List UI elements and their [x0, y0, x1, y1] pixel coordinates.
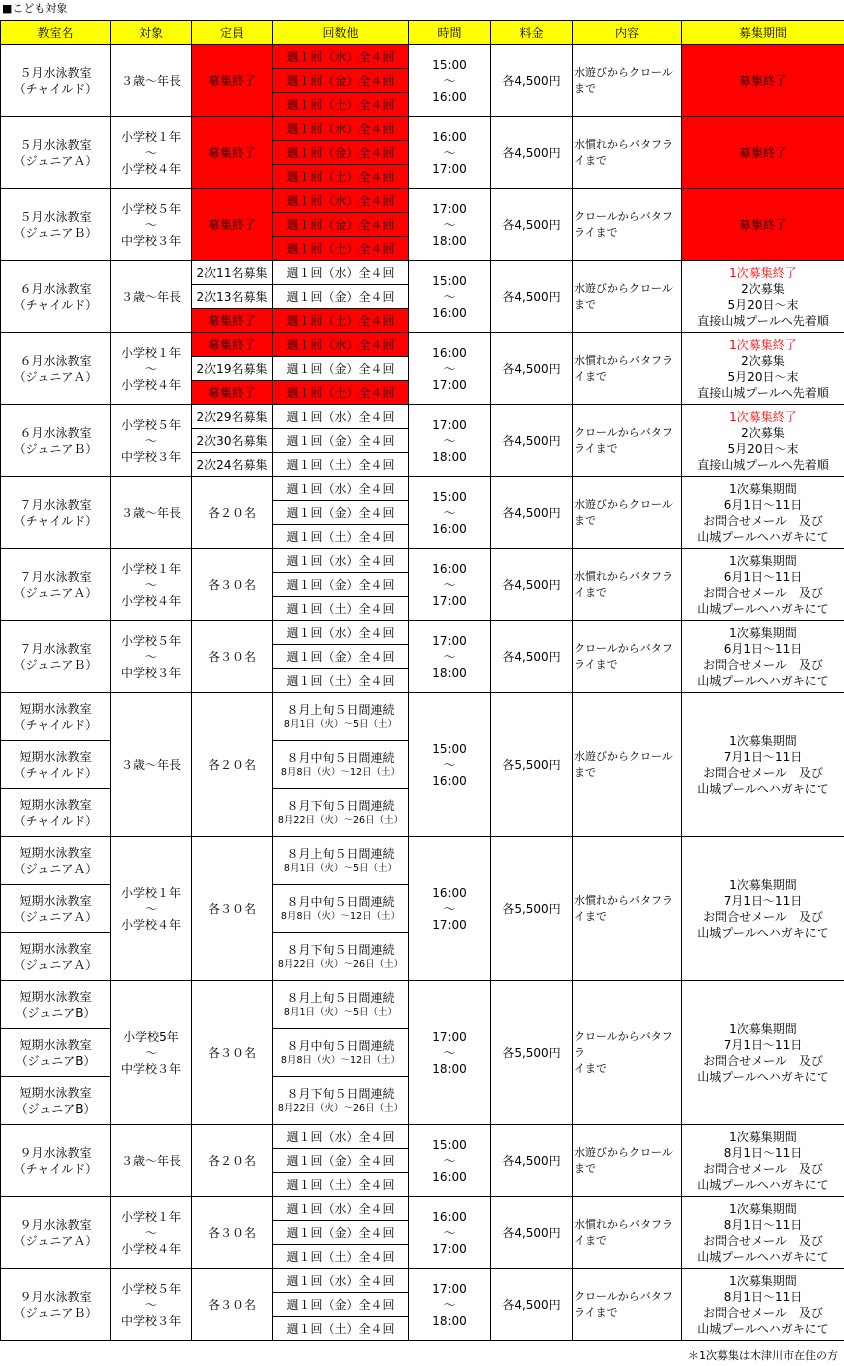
period-line: 2次募集	[741, 281, 785, 296]
fee-cell: 各4,500円	[490, 332, 573, 405]
period-line: 1次募集期間	[729, 625, 797, 640]
session-dates: 8月22日（火）～26日（土）	[277, 814, 404, 826]
capacity-cell: 各３０名	[191, 1268, 273, 1341]
session-cell: 週１回（水）全４回	[272, 332, 409, 357]
header-time: 時間	[408, 20, 491, 45]
period-cell	[681, 692, 844, 837]
fee-cell: 各4,500円	[490, 44, 573, 117]
period-line: お問合せメール 及び	[703, 585, 823, 600]
time-cell: 16:00 ～ 17:00	[408, 836, 491, 981]
fee-cell: 各4,500円	[490, 548, 573, 621]
time-cell: 16:00 ～ 17:00	[408, 1196, 491, 1269]
class-name-cell: ９月水泳教室 （チャイルド）	[0, 1124, 111, 1197]
header-content: 内容	[572, 20, 682, 45]
period-cell	[681, 548, 844, 621]
class-name-cell: 短期水泳教室 （ジュニアB）	[0, 1028, 111, 1077]
target-cell: 小学校１年 ～ 小学校４年	[110, 332, 192, 405]
fee-cell: 各4,500円	[490, 260, 573, 333]
session-title: ８月中旬５日間連続	[286, 750, 395, 765]
period-line: 山城プールへハガキにて	[697, 925, 829, 940]
session-cell: 週１回（金）全４回	[272, 140, 409, 165]
footnote: ＊1次募集は木津川市在住の方	[688, 1349, 838, 1362]
content-cell: 水慣れからバタフラ イまで	[572, 1196, 682, 1269]
period-line: 1次募集期間	[729, 733, 797, 748]
period-cell	[681, 980, 844, 1125]
period-cell	[681, 332, 844, 405]
content-cell: 水遊びからクロールまで	[572, 692, 682, 837]
fee-cell: 各4,500円	[490, 1268, 573, 1341]
capacity-cell: 各３０名	[191, 1196, 273, 1269]
session-dates: 8月22日（火）～26日（土）	[277, 958, 404, 970]
session-cell: 週１回（水）全４回	[272, 116, 409, 141]
session-dates: 8月8日（火）～12日（土）	[280, 766, 401, 778]
session-cell: 週１回（土）全４回	[272, 164, 409, 189]
session-cell	[272, 980, 409, 1029]
session-dates: 8月22日（火）～26日（土）	[277, 1102, 404, 1114]
class-name-cell: 短期水泳教室 （ジュニアB）	[0, 980, 111, 1029]
session-cell: 週１回（水）全４回	[272, 44, 409, 69]
session-cell: 週１回（土）全４回	[272, 596, 409, 621]
period-line: 1次募集期間	[729, 1273, 797, 1288]
session-cell: 週１回（金）全４回	[272, 1220, 409, 1245]
content-cell: クロールからバタフ ライまで	[572, 620, 682, 693]
session-cell: 週１回（金）全４回	[272, 500, 409, 525]
session-dates: 8月1日（火）～5日（土）	[283, 1006, 398, 1018]
period-line: 山城プールへハガキにて	[697, 673, 829, 688]
period-line: 山城プールへハガキにて	[697, 1177, 829, 1192]
capacity-cell: 各２０名	[191, 1124, 273, 1197]
content-cell: クロールからバタフ ライまで	[572, 1268, 682, 1341]
period-line: 山城プールへハガキにて	[697, 529, 829, 544]
session-dates: 8月1日（火）～5日（土）	[283, 718, 398, 730]
target-cell: ３歳～年長	[110, 476, 192, 549]
session-title: ８月上旬５日間連続	[286, 702, 395, 717]
class-name-cell: 短期水泳教室 （ジュニアB）	[0, 1076, 111, 1125]
period-line: 山城プールへハガキにて	[697, 1249, 829, 1264]
time-cell: 15:00 ～ 16:00	[408, 260, 491, 333]
content-cell: 水慣れからバタフラ イまで	[572, 116, 682, 189]
period-line: 5月20日～末	[727, 297, 799, 312]
session-cell	[272, 788, 409, 837]
time-cell: 15:00 ～ 16:00	[408, 692, 491, 837]
session-cell: 週１回（金）全４回	[272, 284, 409, 309]
fee-cell: 各4,500円	[490, 1124, 573, 1197]
session-cell: 週１回（土）全４回	[272, 236, 409, 261]
period-cell	[681, 1124, 844, 1197]
session-cell: 週１回（土）全４回	[272, 668, 409, 693]
period-line: 1次募集期間	[729, 1201, 797, 1216]
session-cell	[272, 692, 409, 741]
session-cell: 週１回（水）全４回	[272, 260, 409, 285]
period-cell	[681, 620, 844, 693]
period-line: 1次募集終了	[729, 337, 797, 352]
session-cell: 週１回（水）全４回	[272, 1124, 409, 1149]
target-cell: 小学校５年 ～ 中学校３年	[110, 404, 192, 477]
period-line: 募集終了	[738, 217, 787, 232]
capacity-cell: 募集終了	[191, 188, 273, 261]
class-name-cell: ５月水泳教室 （チャイルド）	[0, 44, 111, 117]
time-cell: 17:00 ～ 18:00	[408, 620, 491, 693]
session-cell: 週１回（金）全４回	[272, 644, 409, 669]
session-title: ８月中旬５日間連続	[286, 1038, 395, 1053]
capacity-cell: 各２０名	[191, 476, 273, 549]
time-cell: 16:00 ～ 17:00	[408, 332, 491, 405]
fee-cell: 各4,500円	[490, 620, 573, 693]
period-line: 6月1日～11日	[723, 569, 803, 584]
period-line: 1次募集終了	[729, 409, 797, 424]
fee-cell: 各5,500円	[490, 980, 573, 1125]
header-class-name: 教室名	[0, 20, 111, 45]
session-title: ８月中旬５日間連続	[286, 894, 395, 909]
session-dates: 8月8日（火）～12日（土）	[280, 910, 401, 922]
content-cell: 水遊びからクロールまで	[572, 44, 682, 117]
capacity-cell: 募集終了	[191, 116, 273, 189]
session-cell: 週１回（金）全４回	[272, 68, 409, 93]
class-name-cell: ７月水泳教室 （ジュニアＢ）	[0, 620, 111, 693]
fee-cell: 各5,500円	[490, 836, 573, 981]
time-cell: 17:00 ～ 18:00	[408, 188, 491, 261]
session-cell: 週１回（土）全４回	[272, 524, 409, 549]
capacity-cell: 2次24名募集	[191, 452, 273, 477]
time-cell: 16:00 ～ 17:00	[408, 548, 491, 621]
period-cell	[681, 188, 844, 261]
session-cell: 週１回（土）全４回	[272, 1172, 409, 1197]
session-cell: 週１回（土）全４回	[272, 452, 409, 477]
target-cell: 小学校５年 ～ 中学校３年	[110, 620, 192, 693]
period-line: 8月1日～11日	[723, 1145, 803, 1160]
session-dates: 8月8日（火）～12日（土）	[280, 1054, 401, 1066]
fee-cell: 各4,500円	[490, 188, 573, 261]
session-cell: 週１回（水）全４回	[272, 548, 409, 573]
session-cell: 週１回（金）全４回	[272, 1292, 409, 1317]
time-cell: 15:00 ～ 16:00	[408, 44, 491, 117]
fee-cell: 各4,500円	[490, 1196, 573, 1269]
class-name-cell: ６月水泳教室 （ジュニアＡ）	[0, 332, 111, 405]
session-title: ８月上旬５日間連続	[286, 846, 395, 861]
fee-cell: 各5,500円	[490, 692, 573, 837]
period-line: 直接山城プールへ先着順	[697, 385, 829, 400]
session-title: ８月下旬５日間連続	[286, 798, 395, 813]
target-cell: 小学校５年 ～ 中学校３年	[110, 1268, 192, 1341]
fee-cell: 各4,500円	[490, 404, 573, 477]
period-line: 7月1日～11日	[723, 1037, 803, 1052]
content-cell: 水遊びからクロールまで	[572, 260, 682, 333]
period-line: 1次募集終了	[729, 265, 797, 280]
session-cell: 週１回（水）全４回	[272, 1268, 409, 1293]
session-cell: 週１回（水）全４回	[272, 188, 409, 213]
class-name-cell: 短期水泳教室 （チャイルド）	[0, 740, 111, 789]
class-name-cell: ５月水泳教室 （ジュニアＡ）	[0, 116, 111, 189]
period-line: 1次募集期間	[729, 877, 797, 892]
target-cell: ３歳～年長	[110, 260, 192, 333]
period-line: 1次募集期間	[729, 1129, 797, 1144]
session-cell: 週１回（水）全４回	[272, 404, 409, 429]
session-cell: 週１回（土）全４回	[272, 1244, 409, 1269]
session-title: ８月下旬５日間連続	[286, 1086, 395, 1101]
class-name-cell: ９月水泳教室 （ジュニアＡ）	[0, 1196, 111, 1269]
class-name-cell: ５月水泳教室 （ジュニアＢ）	[0, 188, 111, 261]
capacity-cell: 各３０名	[191, 836, 273, 981]
capacity-cell: 募集終了	[191, 308, 273, 333]
session-cell	[272, 740, 409, 789]
class-name-cell: 短期水泳教室 （ジュニアＡ）	[0, 884, 111, 933]
class-name-cell: ６月水泳教室 （チャイルド）	[0, 260, 111, 333]
target-cell: 小学校１年 ～ 小学校４年	[110, 116, 192, 189]
period-line: 2次募集	[741, 353, 785, 368]
content-cell: クロールからバタフラ イまで	[572, 980, 682, 1125]
header-period: 募集期間	[681, 20, 844, 45]
period-cell	[681, 260, 844, 333]
time-cell: 17:00 ～ 18:00	[408, 404, 491, 477]
capacity-cell: 募集終了	[191, 332, 273, 357]
content-cell: 水慣れからバタフラ イまで	[572, 836, 682, 981]
period-cell	[681, 44, 844, 117]
session-cell	[272, 884, 409, 933]
header-sessions: 回数他	[272, 20, 409, 45]
period-line: 山城プールへハガキにて	[697, 601, 829, 616]
period-line: 山城プールへハガキにて	[697, 781, 829, 796]
period-line: 1次募集期間	[729, 1021, 797, 1036]
page-caption: ■こども対象	[2, 2, 68, 15]
period-cell	[681, 404, 844, 477]
content-cell: 水慣れからバタフラ イまで	[572, 332, 682, 405]
time-cell: 15:00 ～ 16:00	[408, 1124, 491, 1197]
period-line: 山城プールへハガキにて	[697, 1069, 829, 1084]
header-capacity: 定員	[191, 20, 273, 45]
session-cell: 週１回（土）全４回	[272, 1316, 409, 1341]
content-cell: 水遊びからクロールまで	[572, 476, 682, 549]
period-line: 2次募集	[741, 425, 785, 440]
period-line: お問合せメール 及び	[703, 1305, 823, 1320]
fee-cell: 各4,500円	[490, 476, 573, 549]
period-line: お問合せメール 及び	[703, 1053, 823, 1068]
capacity-cell: 2次19名募集	[191, 356, 273, 381]
capacity-cell: 2次29名募集	[191, 404, 273, 429]
target-cell: ３歳～年長	[110, 1124, 192, 1197]
period-line: お問合せメール 及び	[703, 1161, 823, 1176]
period-line: お問合せメール 及び	[703, 657, 823, 672]
session-cell	[272, 932, 409, 981]
content-cell: 水遊びからクロールまで	[572, 1124, 682, 1197]
capacity-cell: 各３０名	[191, 980, 273, 1125]
session-cell: 週１回（金）全４回	[272, 572, 409, 597]
time-cell: 16:00 ～ 17:00	[408, 116, 491, 189]
header-fee: 料金	[490, 20, 573, 45]
capacity-cell: 各３０名	[191, 548, 273, 621]
content-cell: クロールからバタフ ライまで	[572, 188, 682, 261]
period-line: 6月1日～11日	[723, 641, 803, 656]
period-line: 5月20日～末	[727, 369, 799, 384]
session-cell	[272, 836, 409, 885]
period-line: お問合せメール 及び	[703, 765, 823, 780]
period-line: 募集終了	[738, 73, 787, 88]
capacity-cell: 2次30名募集	[191, 428, 273, 453]
period-line: お問合せメール 及び	[703, 513, 823, 528]
period-line: 直接山城プールへ先着順	[697, 457, 829, 472]
period-line: 6月1日～11日	[723, 497, 803, 512]
target-cell: 小学校5年 ～ 中学校３年	[110, 980, 192, 1125]
session-cell: 週１回（土）全４回	[272, 308, 409, 333]
class-name-cell: 短期水泳教室 （チャイルド）	[0, 788, 111, 837]
class-name-cell: 短期水泳教室 （ジュニアＡ）	[0, 932, 111, 981]
period-cell	[681, 1268, 844, 1341]
target-cell: 小学校１年 ～ 小学校４年	[110, 836, 192, 981]
capacity-cell: 各２０名	[191, 692, 273, 837]
session-cell	[272, 1028, 409, 1077]
target-cell: 小学校５年 ～ 中学校３年	[110, 188, 192, 261]
period-line: 直接山城プールへ先着順	[697, 313, 829, 328]
capacity-cell: 募集終了	[191, 44, 273, 117]
session-cell: 週１回（土）全４回	[272, 380, 409, 405]
session-cell: 週１回（水）全４回	[272, 476, 409, 501]
target-cell: 小学校１年 ～ 小学校４年	[110, 548, 192, 621]
capacity-cell: 募集終了	[191, 380, 273, 405]
class-name-cell: ７月水泳教室 （ジュニアＡ）	[0, 548, 111, 621]
period-line: 7月1日～11日	[723, 749, 803, 764]
target-cell: 小学校１年 ～ 小学校４年	[110, 1196, 192, 1269]
target-cell: ３歳～年長	[110, 692, 192, 837]
class-name-cell: ６月水泳教室 （ジュニアＢ）	[0, 404, 111, 477]
period-cell	[681, 476, 844, 549]
session-cell: 週１回（水）全４回	[272, 1196, 409, 1221]
period-line: 7月1日～11日	[723, 893, 803, 908]
time-cell: 17:00 ～ 18:00	[408, 1268, 491, 1341]
session-cell	[272, 1076, 409, 1125]
time-cell: 17:00 ～ 18:00	[408, 980, 491, 1125]
session-cell: 週１回（金）全４回	[272, 1148, 409, 1173]
class-name-cell: ９月水泳教室 （ジュニアＢ）	[0, 1268, 111, 1341]
period-line: お問合せメール 及び	[703, 909, 823, 924]
session-cell: 週１回（土）全４回	[272, 92, 409, 117]
period-cell	[681, 116, 844, 189]
period-line: お問合せメール 及び	[703, 1233, 823, 1248]
capacity-cell: 各３０名	[191, 620, 273, 693]
period-line: 5月20日～末	[727, 441, 799, 456]
session-cell: 週１回（水）全４回	[272, 620, 409, 645]
class-name-cell: 短期水泳教室 （チャイルド）	[0, 692, 111, 741]
session-dates: 8月1日（火）～5日（土）	[283, 862, 398, 874]
period-line: 1次募集期間	[729, 553, 797, 568]
header-target: 対象	[110, 20, 192, 45]
capacity-cell: 2次13名募集	[191, 284, 273, 309]
fee-cell: 各4,500円	[490, 116, 573, 189]
period-line: 募集終了	[738, 145, 787, 160]
period-cell	[681, 1196, 844, 1269]
session-title: ８月下旬５日間連続	[286, 942, 395, 957]
session-cell: 週１回（金）全４回	[272, 212, 409, 237]
time-cell: 15:00 ～ 16:00	[408, 476, 491, 549]
period-cell	[681, 836, 844, 981]
session-cell: 週１回（金）全４回	[272, 356, 409, 381]
content-cell: クロールからバタフ ライまで	[572, 404, 682, 477]
session-title: ８月上旬５日間連続	[286, 990, 395, 1005]
capacity-cell: 2次11名募集	[191, 260, 273, 285]
period-line: 1次募集期間	[729, 481, 797, 496]
content-cell: 水慣れからバタフラ イまで	[572, 548, 682, 621]
target-cell: ３歳～年長	[110, 44, 192, 117]
period-line: 山城プールへハガキにて	[697, 1321, 829, 1336]
class-name-cell: ７月水泳教室 （チャイルド）	[0, 476, 111, 549]
period-line: 8月1日～11日	[723, 1289, 803, 1304]
session-cell: 週１回（金）全４回	[272, 428, 409, 453]
period-line: 8月1日～11日	[723, 1217, 803, 1232]
class-name-cell: 短期水泳教室 （ジュニアＡ）	[0, 836, 111, 885]
